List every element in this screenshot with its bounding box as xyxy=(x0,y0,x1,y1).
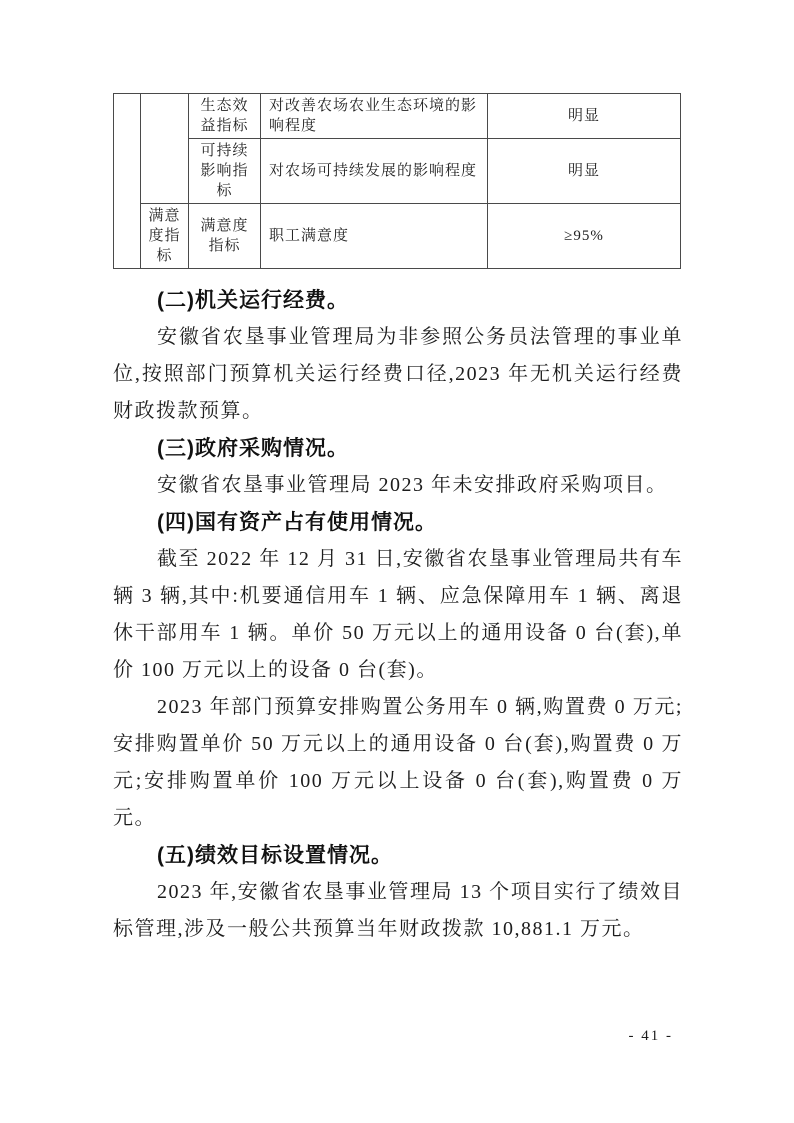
performance-indicator-table xyxy=(113,93,681,269)
table-row xyxy=(114,94,681,139)
section-heading-government-procurement: (三)政府采购情况。 xyxy=(157,437,349,460)
table-cell-description: 职工满意度 xyxy=(261,204,488,269)
section-heading-state-assets: (四)国有资产占有使用情况。 xyxy=(157,511,437,534)
table-cell-description: 对改善农场农业生态环境的影响程度 xyxy=(261,94,488,139)
section-heading-agency-operating-funds: (二)机关运行经费。 xyxy=(157,289,349,312)
table-cell-value: ≥95% xyxy=(488,204,681,269)
table-cell-indicator: 可持续影响指标 xyxy=(189,139,261,204)
paragraph: 2023 年部门预算安排购置公务用车 0 辆,购置费 0 万元;安排购置单价 50 万元以上的通用设备 0 台(套),购置费 0 万元;安排购置单价 100 万元以上设备 0 台(套),购置费 0 万元。 xyxy=(113,696,683,829)
table-cell-group: 满意度指标 xyxy=(141,204,189,269)
table-cell-group-continued xyxy=(141,94,189,204)
paragraph: 安徽省农垦事业管理局为非参照公务员法管理的事业单位,按照部门预算机关运行经费口径,2023 年无机关运行经费财政拨款预算。 xyxy=(113,326,683,422)
paragraph: 截至 2022 年 12 月 31 日,安徽省农垦事业管理局共有车辆 3 辆,其中:机要通信用车 1 辆、应急保障用车 1 辆、离退休干部用车 1 辆。单价 50 万元以上的通用设备 0 台(套),单价 100 万元以上的设备 0 台(套)。 xyxy=(113,548,683,681)
table-cell-indicator: 满意度指标 xyxy=(189,204,261,269)
table-cell-value: 明显 xyxy=(488,94,681,139)
table-cell-category-continued xyxy=(114,94,141,269)
section-heading-performance-targets: (五)绩效目标设置情况。 xyxy=(157,844,393,867)
paragraph: 安徽省农垦事业管理局 2023 年未安排政府采购项目。 xyxy=(157,474,668,496)
table-cell-description: 对农场可持续发展的影响程度 xyxy=(261,139,488,204)
document-body xyxy=(113,282,683,948)
table-cell-indicator: 生态效益指标 xyxy=(189,94,261,139)
page-number: - 41 - xyxy=(628,1028,673,1044)
table-cell-value: 明显 xyxy=(488,139,681,204)
table-row xyxy=(114,139,681,204)
table-row xyxy=(114,204,681,269)
paragraph: 2023 年,安徽省农垦事业管理局 13 个项目实行了绩效目标管理,涉及一般公共预算当年财政拨款 10,881.1 万元。 xyxy=(113,881,683,940)
